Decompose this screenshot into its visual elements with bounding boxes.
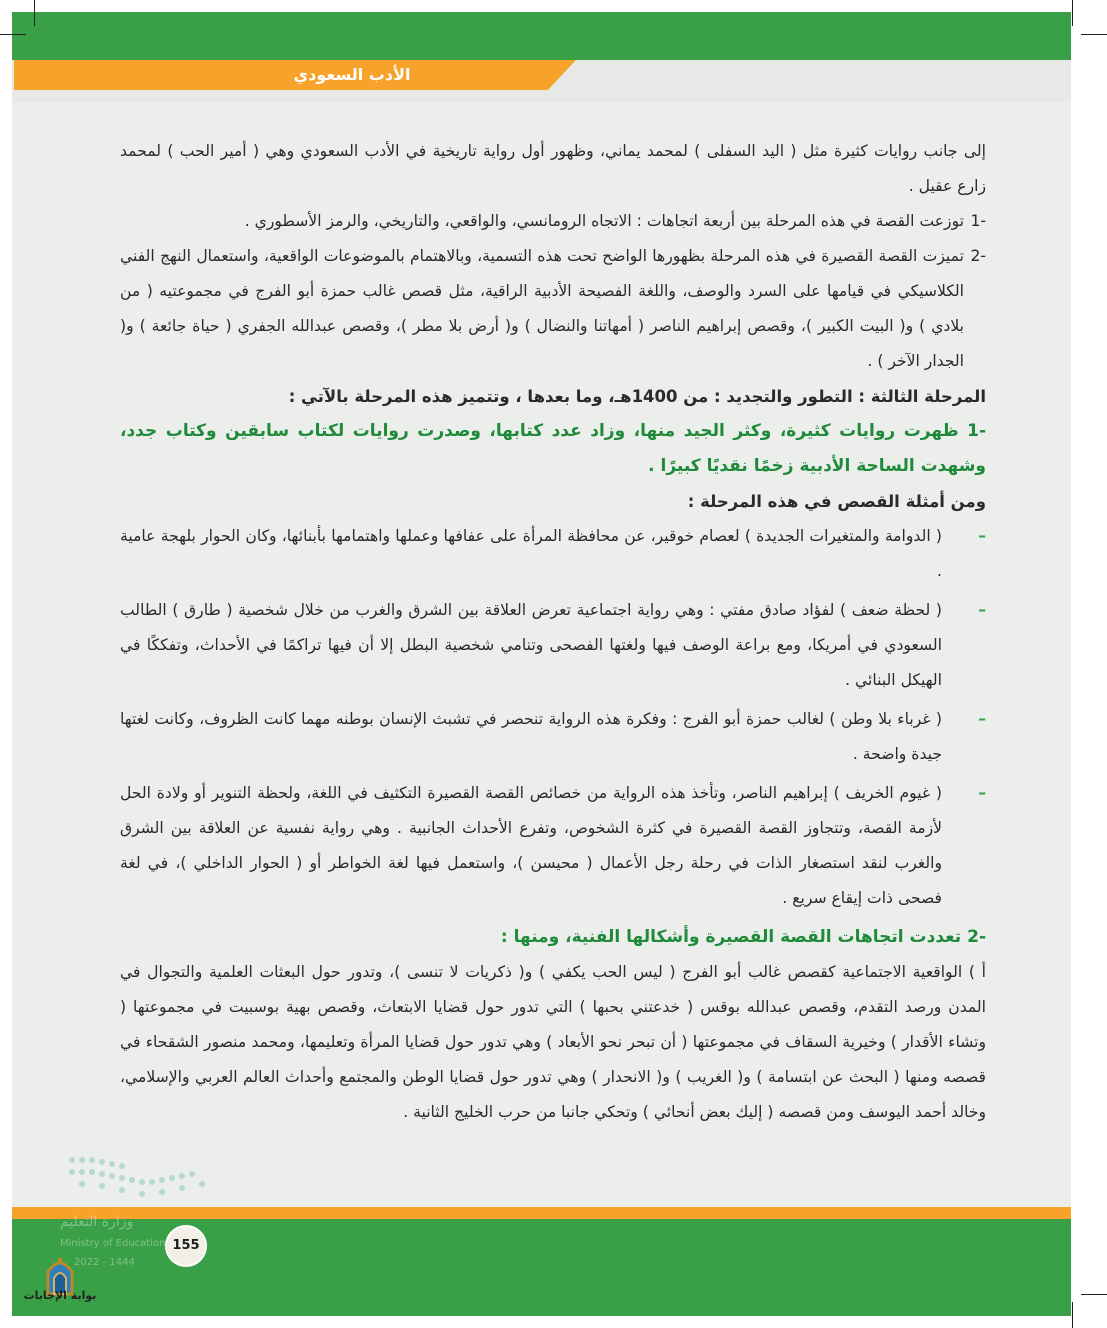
ministry-year: 2022 - 1444	[74, 1257, 135, 1268]
ministry-logo-dots-icon	[62, 1152, 212, 1202]
dash-bullet: –	[978, 710, 986, 728]
stage3-point1: -1 ظهرت روايات كثيرة، وكثر الجيد منها، وزاد عدد كتابها، وصدرت روايات لكتاب سابقين وكتاب جدد، وشهدت الساحة الأدبية زخمًا نقديًا كبيرًا .	[120, 421, 986, 476]
numbered-item-1	[120, 204, 986, 239]
example-text: ( غيوم الخريف ) إبراهيم الناصر، وتأخذ هذه الرواية من خصائص القصة القصيرة التكثيف في اللغة، ولحظة التنوير أو ولادة الحل لأزمة القصة، وتتجاوز القصة القصيرة في كثرة الشخوص، وتفرع الأحداث الجانبية . وهي رواية نفسية عن العلاقة بين الشرق والغرب لنقد استصغار الذات في رحلة رجل الأعمال ( محيسن )، واستعمل فيها لغة الخواطر أو ( الحوار الداخلي )، في لغة فصحى ذات إيقاع سريع .	[120, 784, 942, 907]
crop-mark	[1081, 34, 1107, 35]
dash-bullet: –	[978, 601, 986, 619]
example-text: ( غرباء بلا وطن ) لغالب حمزة أبو الفرج : وفكرة هذه الرواية تنحصر في تشبث الإنسان بوطنه مهما كانت الظروف، وكانت لغتها جيدة واضحة .	[120, 710, 942, 763]
numbered-item-2	[120, 239, 986, 379]
intro-paragraph: إلى جانب روايات كثيرة مثل ( اليد السفلى ) لمحمد يماني، وظهور أول رواية تاريخية في الأدب السعودي وهي ( أمير الحب ) لمحمد زارع عقيل .	[120, 142, 986, 195]
example-text: ( لحظة ضعف ) لفؤاد صادق مفتي : وهي رواية اجتماعية تعرض العلاقة بين الشرق والغرب من خلال شخصية ( طارق ) الطالب السعودي في أمريكا، ومع براعة الوصف فيها ولغتها الفصحى وتنامي شخصية البطل إلا أن فيها تراكمًا في الأحداث، وتفككًا في الهيكل البنائي .	[120, 601, 942, 689]
crop-mark	[34, 0, 35, 26]
ministry-name: وزارة التعليم	[60, 1214, 134, 1230]
stage3-point2: -2 تعددت اتجاهات القصة القصيرة وأشكالها الفنية، ومنها :	[500, 927, 986, 947]
chapter-title: الأدب السعودي	[293, 65, 411, 84]
footer-orange-band	[12, 1207, 1071, 1219]
textbook-page	[12, 12, 1071, 1316]
page-number: 155	[165, 1225, 207, 1267]
item-number: -2	[970, 247, 986, 265]
dash-bullet: –	[978, 784, 986, 802]
ministry-name-english: Ministry of Education	[60, 1238, 166, 1249]
crop-mark	[1072, 0, 1073, 26]
dash-bullet: –	[978, 527, 986, 545]
example-item	[120, 702, 986, 772]
top-green-band	[12, 12, 1071, 60]
stage3-heading: المرحلة الثالثة : التطور والتجديد : من 1400هـ، وما بعدها ، وتتميز هذه المرحلة بالآتي :	[288, 387, 986, 406]
item-number: -1	[970, 212, 986, 230]
example-text: ( الدوامة والمتغيرات الجديدة ) لعصام خوقير، عن محافظة المرأة على عفافها وعملها واهتمامها بأبنائها، وكان الحوار بلهجة عامية .	[120, 527, 942, 580]
examples-heading: ومن أمثلة القصص في هذه المرحلة :	[687, 492, 986, 511]
stage3-point2-a: أ ) الواقعية الاجتماعية كقصص غالب أبو الفرج ( ليس الحب يكفي ) و( ذكريات لا تنسى )، وتدور حول البعثات العلمية والتجوال في المدن ورصد التقدم، وقصص عبدالله بوقس ( خدعتني بحبها ) التي تدور حول قضايا الابتعاث، وقصص بهية بوسبيت في مجموعتها ( وتشاء الأقدار ) وخيرية السقاف في مجموعتها ( أن تبحر نحو الأبعاد ) وهي تدور حول قضايا المرأة وتعليمها، ومحمد منصور الشقحاء في قصصه ومنها ( البحث عن ابتسامة ) و( الغريب ) و( الانحدار ) وهي تدور حول قضايا الوطن والمجتمع وأحداث العالم العربي والإسلامي، وخالد أحمد اليوسف ومن قصصه ( إليك بعض أنحائي ) وتحكي جانبا من حرب الخليج الثانية .	[120, 963, 986, 1121]
site-logo-text: بوابة الإجابات	[23, 1289, 97, 1302]
example-item	[120, 593, 986, 698]
example-item	[120, 776, 986, 916]
item-text: تميزت القصة القصيرة في هذه المرحلة بظهورها الواضح تحت هذه التسمية، وبالاهتمام بالموضوعات الواقعية، واستعمال النهج الفني الكلاسيكي في قيامها على السرد والوصف، واللغة الفصيحة الأدبية الراقية، مثل قصص غالب حمزة أبو الفرج في مجموعتيه ( من بلادي ) و( البيت الكبير )، وقصص إبراهيم الناصر ( أمهاتنا والنضال ) و( أرض بلا مطر )، وقصص عبدالله الجفري ( حياة جائعة ) و( الجدار الآخر ) .	[120, 247, 964, 370]
example-item	[120, 519, 986, 589]
item-text: توزعت القصة في هذه المرحلة بين أربعة اتجاهات : الاتجاه الرومانسي، والواقعي، والتاريخي، والرمز الأسطوري .	[244, 212, 964, 230]
page-content	[120, 134, 986, 1130]
crop-mark	[0, 34, 26, 35]
crop-mark	[1072, 1302, 1073, 1328]
crop-mark	[1081, 1294, 1107, 1295]
